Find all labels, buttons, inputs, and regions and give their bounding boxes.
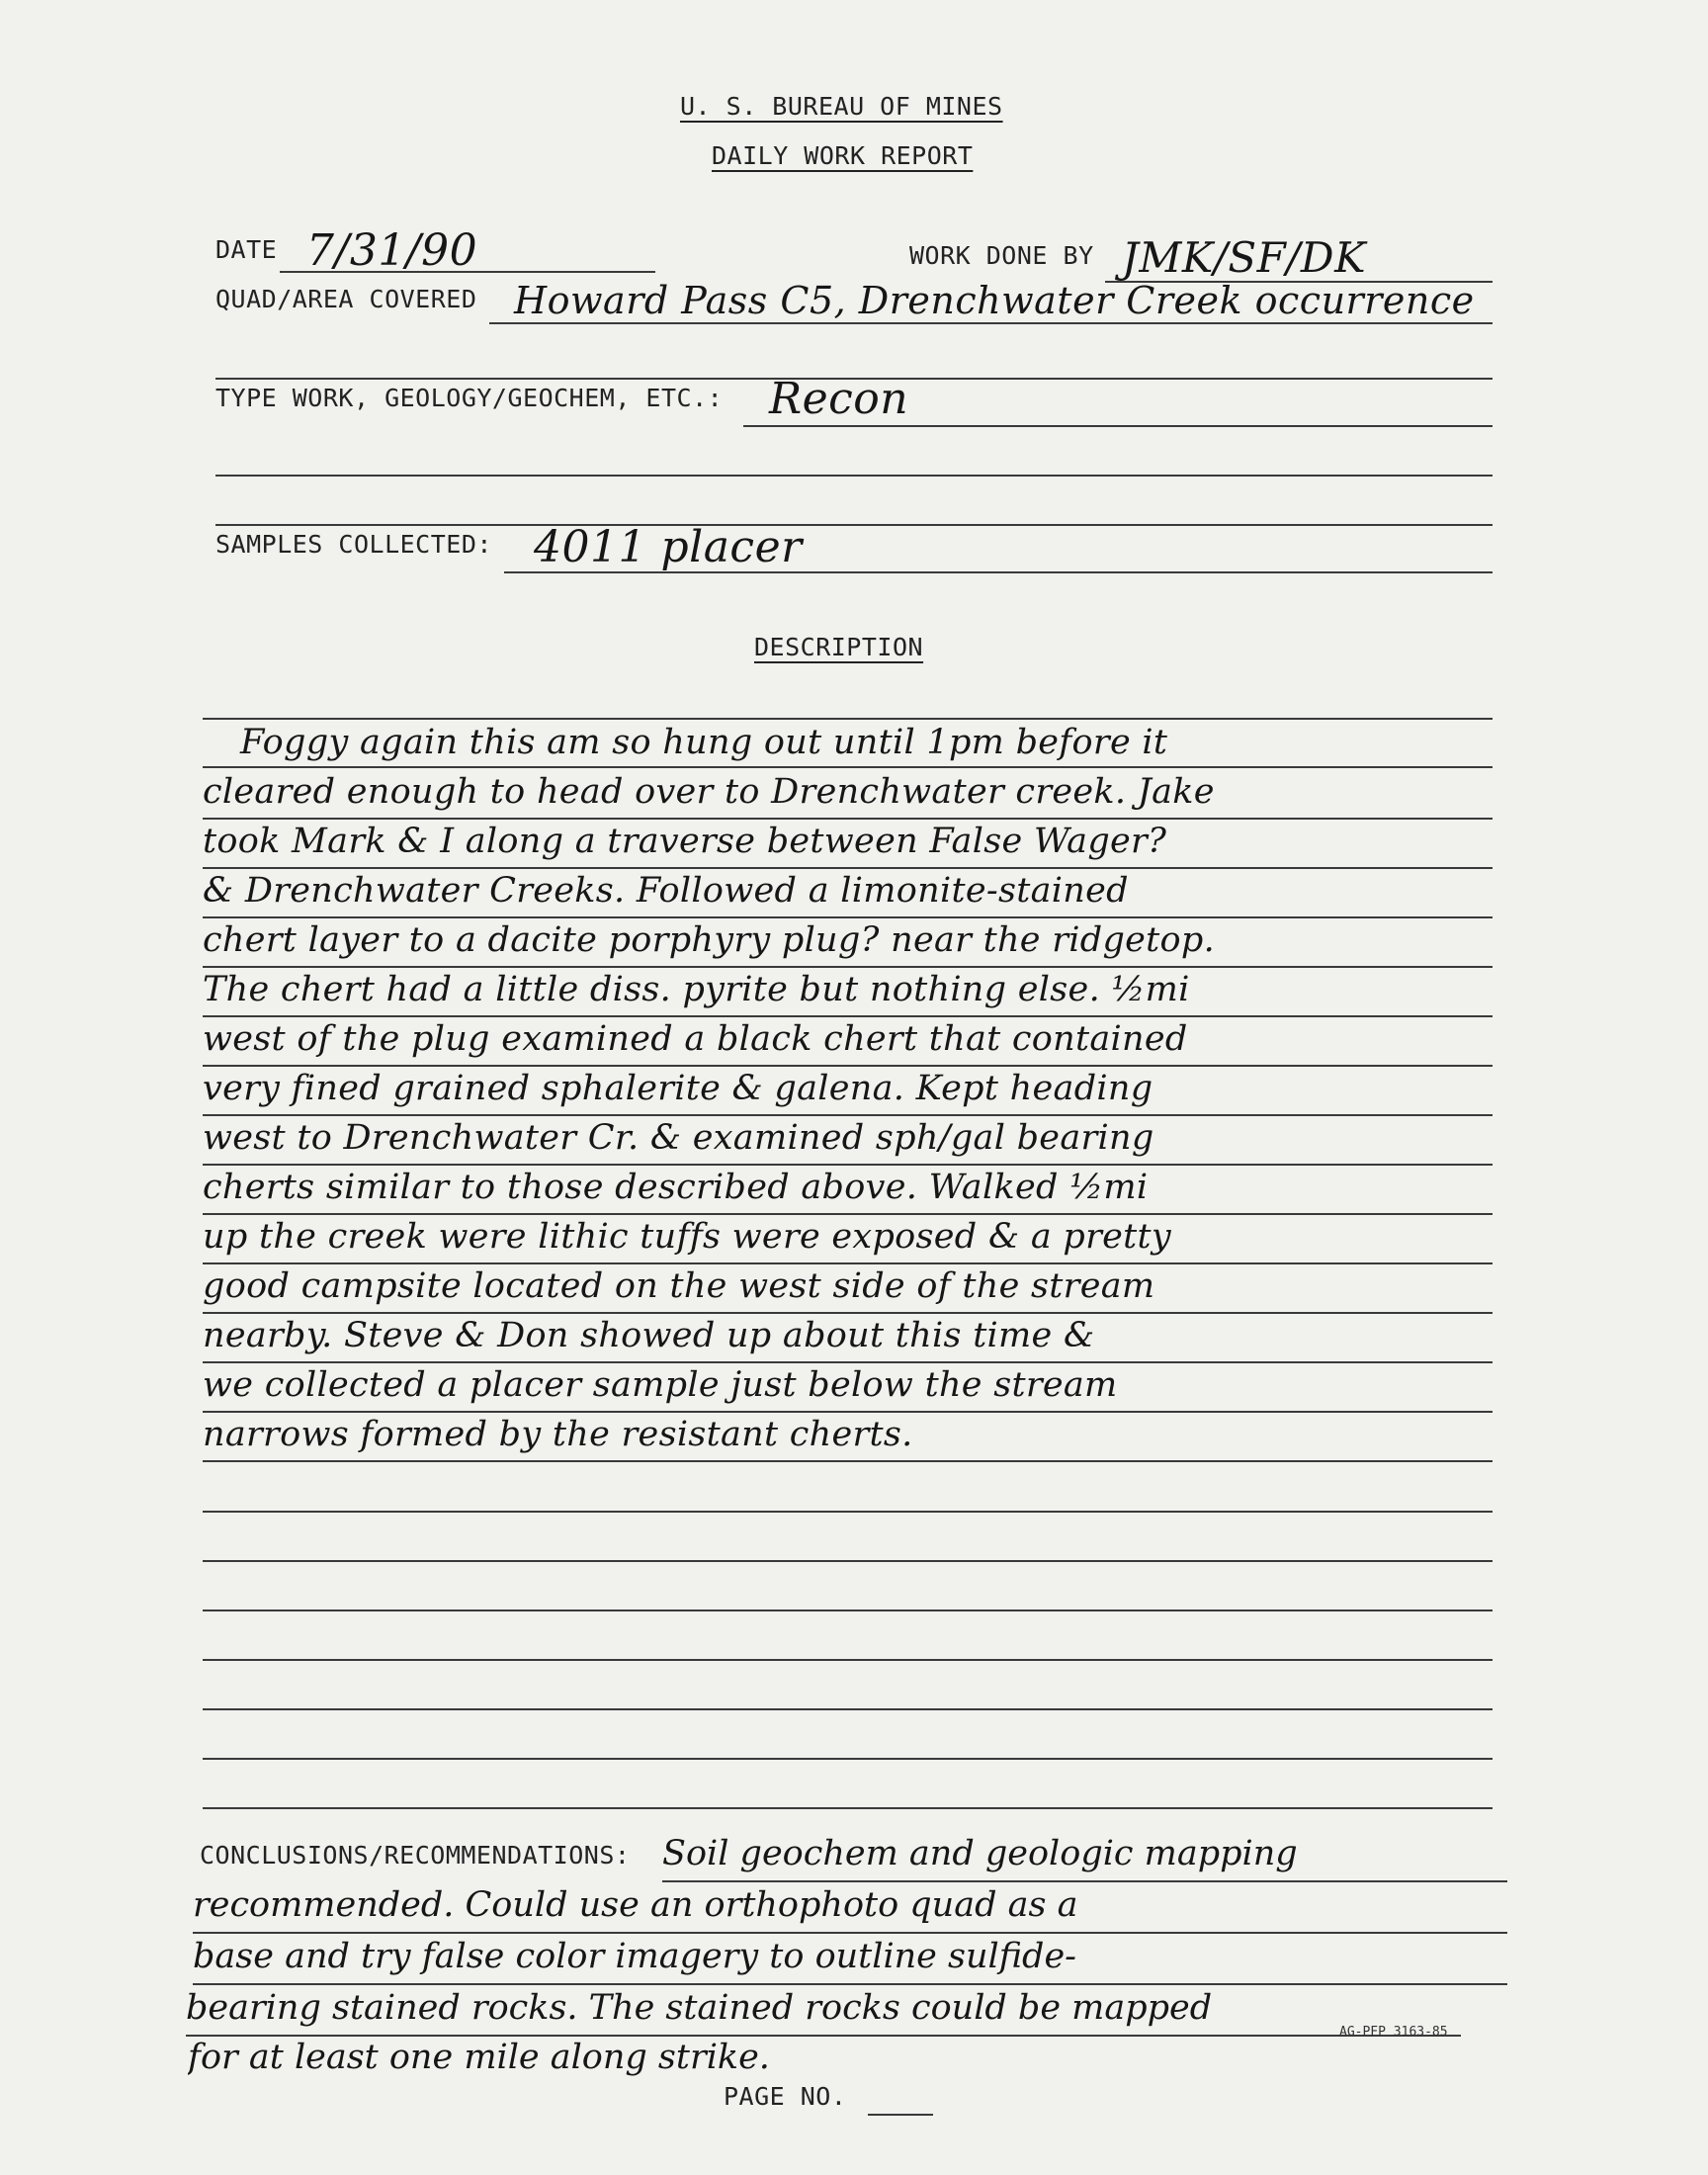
date-label: DATE [215,235,278,264]
conclusions-line: bearing stained rocks. The stained rocks could be mapped [186,1985,1461,2037]
conclusions-line: Soil geochem and geologic mapping [662,1831,1507,1882]
samples-label: SAMPLES COLLECTED: [215,530,492,559]
conclusions-line: for at least one mile along strike. [188,2038,770,2077]
date-value: 7/31/90 [306,225,478,276]
blank-line [203,1659,1493,1661]
description-line: we collected a placer sample just below the stream [203,1362,1493,1413]
description-line: west of the plug examined a black chert that contained [203,1016,1493,1067]
blank-line [203,1511,1493,1513]
form-code: AG-PFP 3163-85 [1339,2025,1448,2040]
description-line: very fined grained sphalerite & galena. Kept heading [203,1066,1493,1116]
agency-title: U. S. BUREAU OF MINES [680,92,1003,121]
description-line: west to Drenchwater Cr. & examined sph/gal bearing [203,1115,1493,1166]
page-number-label: PAGE NO. [724,2082,847,2111]
description-line: good campsite located on the west side of the stream [203,1263,1493,1314]
quad-underline [489,322,1493,324]
description-line: nearby. Steve & Don showed up about this time & [203,1313,1493,1363]
blank-line [203,1807,1493,1809]
blank-line [215,524,1493,526]
blank-line [203,1758,1493,1760]
page-number-underline [868,2114,933,2116]
description-line: The chert had a little diss. pyrite but nothing else. ½mi [203,967,1493,1017]
description-line: & Drenchwater Creeks. Followed a limonite-stained [203,868,1493,918]
quad-value: Howard Pass C5, Drenchwater Creek occurrence [514,279,1475,322]
conclusions-line: base and try false color imagery to outline sulfide- [193,1934,1507,1985]
quad-label: QUAD/AREA COVERED [215,285,477,313]
conclusions-label: CONCLUSIONS/RECOMMENDATIONS: [200,1841,631,1870]
description-line: narrows formed by the resistant cherts. [203,1412,1493,1462]
samples-value: 4011 placer [534,522,803,572]
description-line: took Mark & I along a traverse between False Wager? [203,819,1493,869]
description-line: cherts similar to those described above. Walked ½mi [203,1165,1493,1215]
blank-line [215,475,1493,477]
work-done-by-label: WORK DONE BY [909,241,1094,270]
type-work-label: TYPE WORK, GEOLOGY/GEOCHEM, ETC.: [215,384,724,412]
description-line: chert layer to a dacite porphyry plug? near the ridgetop. [203,917,1493,968]
blank-line [203,1560,1493,1562]
description-line: up the creek were lithic tuffs were exposed & a pretty [203,1214,1493,1264]
blank-line [203,1610,1493,1611]
type-work-value: Recon [769,374,909,424]
description-line: cleared enough to head over to Drenchwater creek. Jake [203,769,1493,820]
description-heading: DESCRIPTION [754,633,924,661]
type-work-underline [743,425,1493,427]
blank-line [203,1708,1493,1710]
form-title: DAILY WORK REPORT [712,141,974,170]
description-line: Foggy again this am so hung out until 1pm before it [203,720,1493,768]
work-done-by-value: JMK/SF/DK [1122,233,1366,282]
conclusions-line: recommended. Could use an orthophoto quad as a [193,1882,1507,1934]
